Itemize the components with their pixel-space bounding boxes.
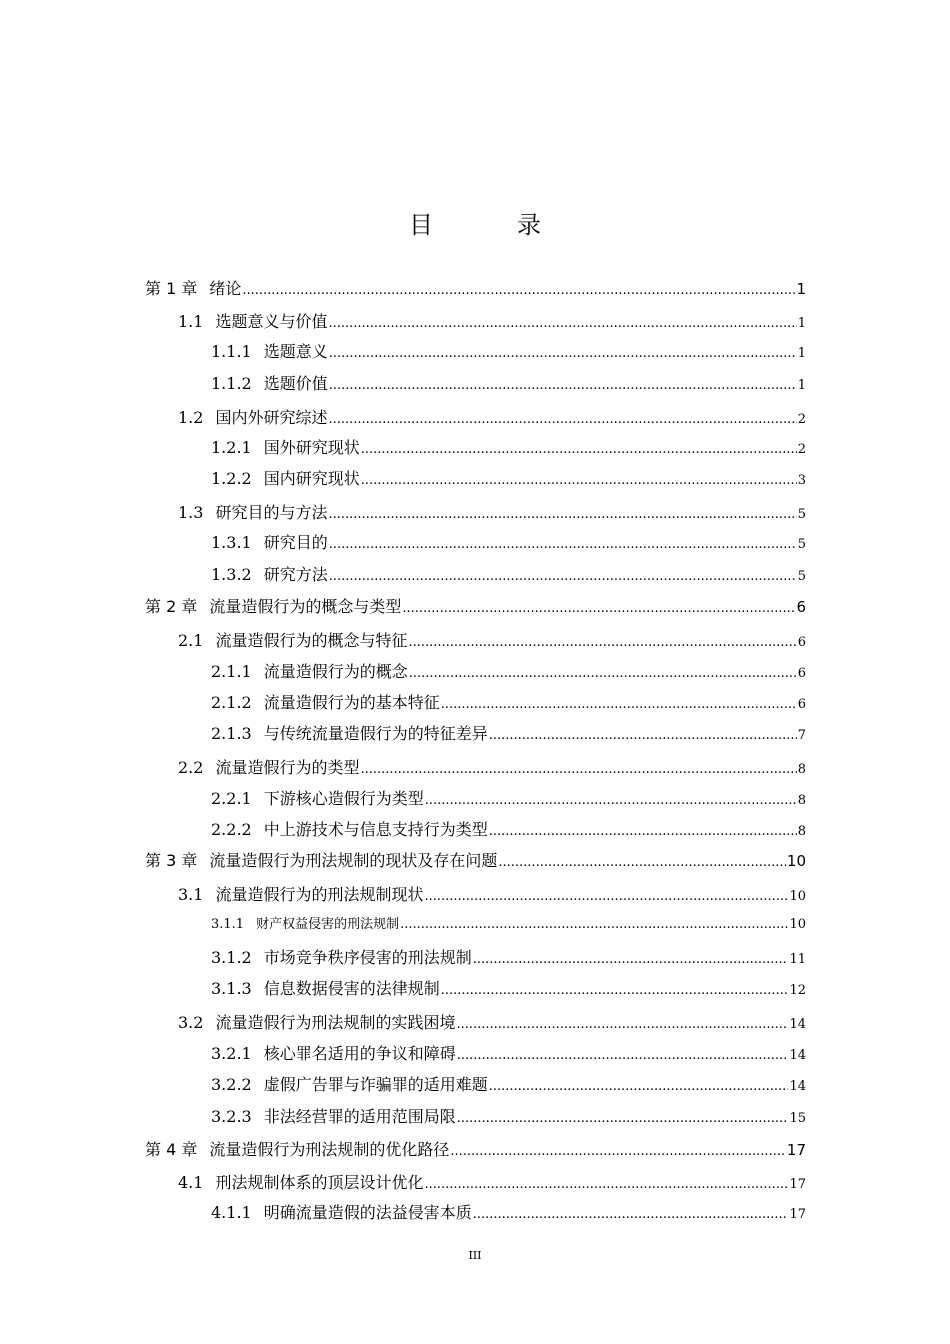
toc-entry-label: 流量造假行为的基本特征 bbox=[263, 693, 440, 712]
toc-entry[interactable] bbox=[211, 371, 806, 394]
toc-entry[interactable] bbox=[145, 1137, 806, 1160]
toc-dot-leader bbox=[457, 1048, 789, 1063]
toc-entry-number: 2.1 bbox=[178, 631, 204, 650]
toc-entry-number: 1.1 bbox=[178, 312, 204, 331]
toc-dot-leader bbox=[329, 346, 797, 361]
toc-entry-page: 1 bbox=[796, 280, 806, 298]
toc-entry-number: 1.1.2 bbox=[211, 374, 252, 393]
toc-dot-leader bbox=[329, 537, 797, 552]
toc-entry-page: 5 bbox=[797, 537, 806, 552]
toc-entry-number: 1.3.1 bbox=[211, 533, 252, 552]
toc-dot-leader bbox=[489, 824, 797, 839]
toc-entry-page: 2 bbox=[797, 412, 806, 427]
toc-entry-page: 5 bbox=[797, 507, 806, 522]
toc-dot-leader bbox=[329, 378, 797, 393]
toc-entry-number: 3.1 bbox=[178, 885, 204, 904]
toc-entry[interactable] bbox=[211, 786, 806, 809]
toc-entry-label: 核心罪名适用的争议和障碍 bbox=[263, 1044, 456, 1063]
toc-entry[interactable] bbox=[211, 1104, 806, 1127]
toc-entry-number: 1.2.2 bbox=[211, 469, 252, 488]
toc-entry[interactable] bbox=[211, 690, 806, 713]
toc-entry-page: 12 bbox=[789, 983, 806, 998]
toc-entry-label: 市场竞争秩序侵害的刑法规制 bbox=[263, 948, 472, 967]
toc-dot-leader bbox=[489, 1079, 789, 1094]
toc-dot-leader bbox=[360, 762, 796, 777]
toc-entry-page: 10 bbox=[786, 852, 806, 870]
toc-entry-page: 6 bbox=[797, 635, 806, 650]
toc-entry-label: 研究目的与方法 bbox=[215, 503, 328, 522]
toc-entry-number: 3.1.2 bbox=[211, 948, 252, 967]
toc-entry-page: 6 bbox=[797, 666, 806, 681]
toc-entry-number: 2.1.1 bbox=[211, 662, 252, 681]
toc-entry-page: 8 bbox=[797, 824, 806, 839]
toc-entry-number: 3.2.3 bbox=[211, 1107, 252, 1126]
toc-entry[interactable] bbox=[211, 339, 806, 362]
toc-entry-number: 1.1.1 bbox=[211, 342, 252, 361]
toc-entry-page: 11 bbox=[789, 952, 806, 967]
toc-entry-label: 选题意义 bbox=[263, 342, 328, 361]
toc-dot-leader bbox=[409, 666, 797, 681]
toc-entry-label: 明确流量造假的法益侵害本质 bbox=[263, 1203, 472, 1222]
toc-entry-number: 2.2 bbox=[178, 758, 204, 777]
toc-entry-label: 信息数据侵害的法律规制 bbox=[263, 979, 440, 998]
toc-entry-page: 17 bbox=[786, 1141, 806, 1159]
toc-entry-page: 15 bbox=[789, 1111, 806, 1126]
toc-entry-label: 国内研究现状 bbox=[263, 469, 360, 488]
toc-entry-number: 3.1.3 bbox=[211, 979, 252, 998]
toc-entry-number: 2.2.2 bbox=[211, 820, 252, 839]
toc-dot-leader bbox=[473, 952, 789, 967]
toc-dot-leader bbox=[457, 1111, 789, 1126]
toc-entry-number: 3.2.2 bbox=[211, 1075, 252, 1094]
toc-entry[interactable] bbox=[178, 309, 806, 332]
toc-dot-leader bbox=[425, 793, 797, 808]
toc-entry-page: 14 bbox=[789, 1017, 806, 1032]
toc-entry[interactable] bbox=[211, 659, 806, 682]
toc-entry[interactable] bbox=[178, 755, 806, 778]
toc-entry-label: 非法经营罪的适用范围局限 bbox=[263, 1107, 456, 1126]
toc-entry-page: 1 bbox=[797, 316, 806, 331]
toc-entry[interactable] bbox=[211, 976, 806, 999]
toc-dot-leader bbox=[402, 601, 795, 616]
page-number-footer: III bbox=[468, 1249, 482, 1262]
toc-entry[interactable] bbox=[211, 1200, 806, 1223]
toc-dot-leader bbox=[408, 635, 796, 650]
toc-entry[interactable] bbox=[145, 594, 806, 617]
toc-entry[interactable] bbox=[178, 628, 806, 651]
toc-entry-page: 1 bbox=[797, 378, 806, 393]
toc-entry-number: 1.3 bbox=[178, 503, 204, 522]
toc-entry-label: 流量造假行为的类型 bbox=[215, 758, 360, 777]
toc-entry-number: 第 4 章 bbox=[145, 1140, 198, 1159]
toc-entry-label: 下游核心造假行为类型 bbox=[263, 789, 424, 808]
toc-entry-page: 10 bbox=[789, 889, 806, 904]
toc-entry-label: 流量造假行为的概念与特征 bbox=[215, 631, 408, 650]
toc-entry-page: 8 bbox=[797, 762, 806, 777]
toc-entry-label: 流量造假行为刑法规制的实践困境 bbox=[215, 1013, 456, 1032]
toc-entry-number: 1.2.1 bbox=[211, 438, 252, 457]
toc-entry[interactable] bbox=[211, 466, 806, 489]
toc-entry-page: 5 bbox=[797, 569, 806, 584]
toc-entry-label: 流量造假行为的刑法规制现状 bbox=[215, 885, 424, 904]
toc-entry-page: 7 bbox=[797, 728, 806, 743]
toc-entry-number: 第 2 章 bbox=[145, 597, 198, 616]
toc-entry-label: 财产权益侵害的刑法规制 bbox=[256, 917, 400, 932]
toc-entry[interactable] bbox=[145, 848, 806, 871]
toc-dot-leader bbox=[400, 917, 788, 932]
toc-dot-leader bbox=[328, 507, 796, 522]
toc-entry[interactable] bbox=[178, 1010, 806, 1033]
toc-entry-label: 研究目的 bbox=[263, 533, 328, 552]
toc-entry-number: 3.1.1 bbox=[211, 917, 245, 932]
toc-entry-page: 1 bbox=[797, 346, 806, 361]
toc-entry-number: 2.1.2 bbox=[211, 693, 252, 712]
toc-entry[interactable] bbox=[178, 1170, 806, 1193]
toc-entry-number: 第 1 章 bbox=[145, 279, 198, 298]
toc-dot-leader bbox=[424, 889, 788, 904]
toc-entry[interactable] bbox=[178, 882, 806, 905]
toc-entry-label: 流量造假行为刑法规制的现状及存在问题 bbox=[209, 851, 498, 870]
toc-entry[interactable] bbox=[211, 435, 806, 458]
toc-entry-page: 3 bbox=[797, 473, 806, 488]
toc-entry[interactable] bbox=[211, 562, 806, 585]
toc-entry-label: 流量造假行为的概念与类型 bbox=[209, 597, 402, 616]
toc-dot-leader bbox=[361, 473, 797, 488]
toc-entry-label: 国外研究现状 bbox=[263, 438, 360, 457]
toc-entry-number: 1.3.2 bbox=[211, 565, 252, 584]
toc-entry[interactable] bbox=[211, 945, 806, 968]
toc-entry-number: 3.2 bbox=[178, 1013, 204, 1032]
toc-dot-leader bbox=[498, 855, 786, 870]
toc-entry-label: 选题价值 bbox=[263, 374, 328, 393]
toc-entry[interactable] bbox=[211, 1072, 806, 1095]
toc-dot-leader bbox=[489, 728, 797, 743]
toc-entry-number: 4.1 bbox=[178, 1173, 204, 1192]
toc-entry[interactable] bbox=[211, 817, 806, 840]
toc-entry-label: 虚假广告罪与诈骗罪的适用难题 bbox=[263, 1075, 488, 1094]
toc-dot-leader bbox=[328, 316, 796, 331]
toc-entry-label: 研究方法 bbox=[263, 565, 328, 584]
toc-entry-number: 1.2 bbox=[178, 408, 204, 427]
toc-entry[interactable] bbox=[211, 913, 806, 932]
toc-dot-leader bbox=[361, 442, 797, 457]
toc-dot-leader bbox=[441, 983, 789, 998]
toc-entry-page: 14 bbox=[789, 1079, 806, 1094]
toc-entry-label: 刑法规制体系的顶层设计优化 bbox=[215, 1173, 424, 1192]
toc-dot-leader bbox=[328, 412, 796, 427]
toc-dot-leader bbox=[441, 697, 797, 712]
toc-entry-page: 10 bbox=[789, 917, 806, 932]
toc-entry-label: 国内外研究综述 bbox=[215, 408, 328, 427]
page-title: 目 录 bbox=[409, 211, 571, 239]
toc-dot-leader bbox=[456, 1017, 788, 1032]
toc-entry[interactable] bbox=[211, 1041, 806, 1064]
toc-entry-label: 与传统流量造假行为的特征差异 bbox=[263, 724, 488, 743]
toc-entry-label: 流量造假行为刑法规制的优化路径 bbox=[209, 1140, 450, 1159]
toc-entry-page: 17 bbox=[789, 1177, 806, 1192]
toc-entry-label: 中上游技术与信息支持行为类型 bbox=[263, 820, 488, 839]
toc-entry[interactable] bbox=[145, 276, 806, 299]
toc-entry-number: 4.1.1 bbox=[211, 1203, 252, 1222]
toc-entry-label: 选题意义与价值 bbox=[215, 312, 328, 331]
toc-entry-number: 3.2.1 bbox=[211, 1044, 252, 1063]
toc-entry-number: 2.1.3 bbox=[211, 724, 252, 743]
toc-dot-leader bbox=[473, 1207, 789, 1222]
toc-entry-page: 6 bbox=[797, 697, 806, 712]
toc-entry-number: 2.2.1 bbox=[211, 789, 252, 808]
toc-dot-leader bbox=[242, 283, 795, 298]
toc-entry-page: 6 bbox=[796, 598, 806, 616]
toc-entry-page: 17 bbox=[789, 1207, 806, 1222]
toc-entry[interactable] bbox=[211, 721, 806, 744]
toc-entry-number: 第 3 章 bbox=[145, 851, 198, 870]
toc-entry[interactable] bbox=[178, 500, 806, 523]
toc-entry-label: 流量造假行为的概念 bbox=[263, 662, 408, 681]
toc-dot-leader bbox=[329, 569, 797, 584]
toc-entry-page: 2 bbox=[797, 442, 806, 457]
toc-entry[interactable] bbox=[211, 530, 806, 553]
toc-entry-page: 8 bbox=[797, 793, 806, 808]
toc-entry-page: 14 bbox=[789, 1048, 806, 1063]
toc-entry[interactable] bbox=[178, 405, 806, 428]
toc-entry-label: 绪论 bbox=[209, 279, 242, 298]
toc-dot-leader bbox=[424, 1177, 788, 1192]
toc-dot-leader bbox=[450, 1144, 786, 1159]
